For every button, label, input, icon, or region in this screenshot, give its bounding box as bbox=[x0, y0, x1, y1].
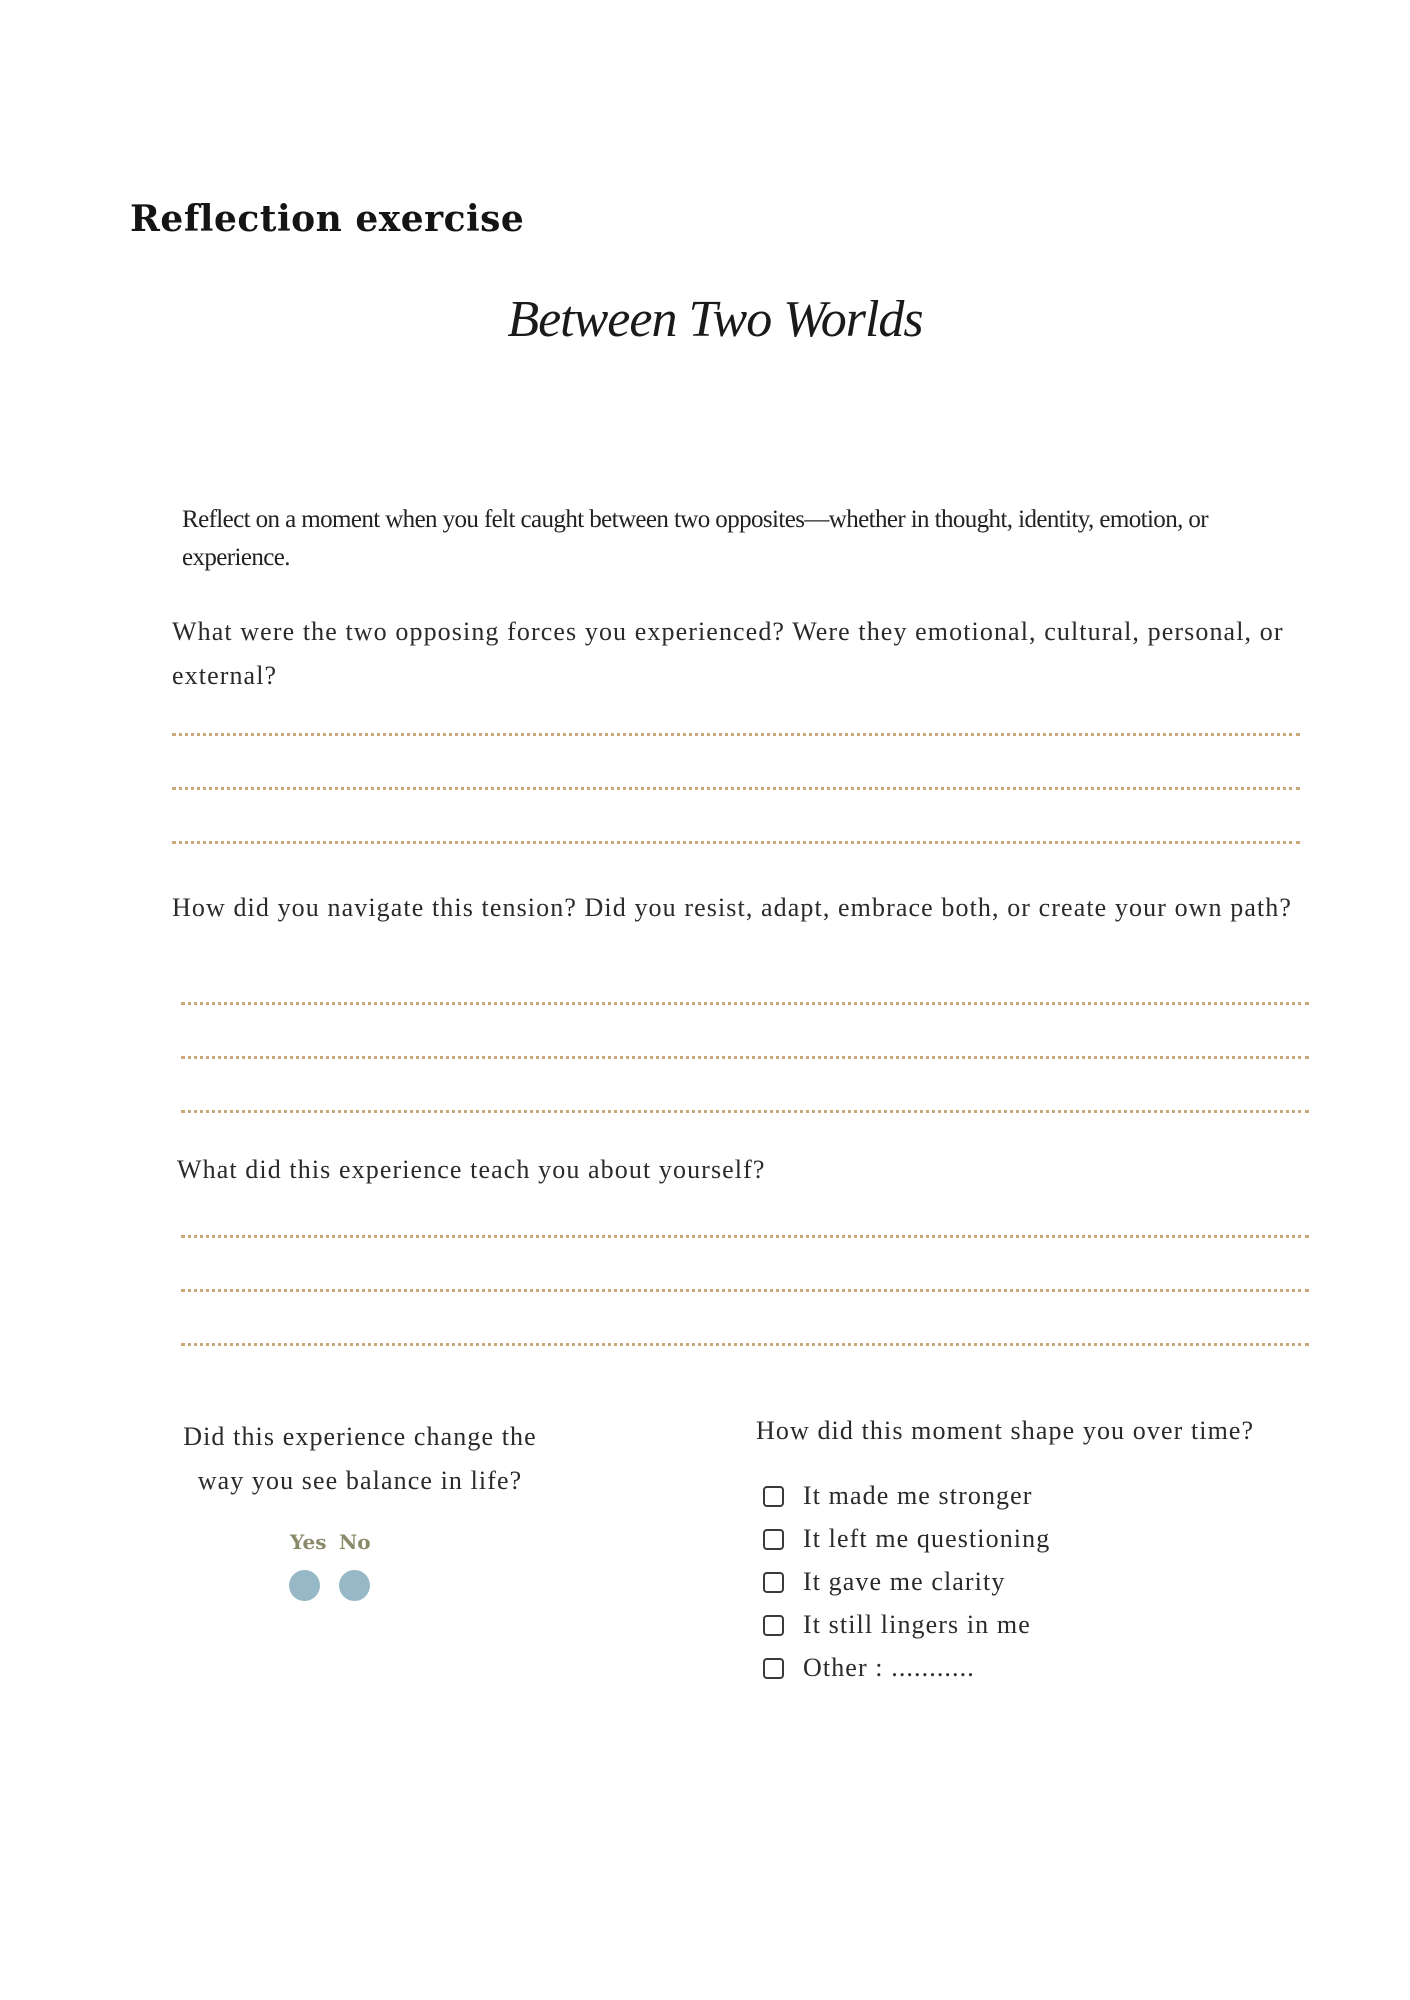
page-title: Between Two Worlds bbox=[507, 291, 923, 348]
section-heading: Reflection exercise bbox=[130, 198, 525, 240]
checkbox[interactable] bbox=[763, 1486, 784, 1507]
answer-line[interactable] bbox=[172, 841, 1300, 844]
answer-line[interactable] bbox=[181, 1110, 1309, 1113]
question-navigate-tension: How did you navigate this tension? Did you resist, adapt, embrace both, or create your own path? bbox=[172, 893, 1293, 922]
option-questioning[interactable] bbox=[763, 1519, 1050, 1559]
question-shape-over-time: How did this moment shape you over time? bbox=[756, 1416, 1255, 1445]
option-label: Other : ........... bbox=[803, 1653, 975, 1682]
yes-label: Yes bbox=[290, 1530, 327, 1554]
option-label: It left me questioning bbox=[803, 1524, 1051, 1553]
answer-line[interactable] bbox=[181, 1002, 1309, 1005]
option-label: It gave me clarity bbox=[803, 1567, 1006, 1596]
checkbox[interactable] bbox=[763, 1572, 784, 1593]
option-stronger[interactable] bbox=[763, 1476, 1033, 1516]
checkbox[interactable] bbox=[763, 1529, 784, 1550]
checkbox[interactable] bbox=[763, 1658, 784, 1679]
option-lingers[interactable] bbox=[763, 1605, 1031, 1645]
option-label: It made me stronger bbox=[803, 1481, 1033, 1510]
option-other[interactable] bbox=[763, 1648, 975, 1688]
checkbox[interactable] bbox=[763, 1615, 784, 1636]
intro-text: Reflect on a moment when you felt caught between two opposites—whether in thought, identity, emotion, or experience. bbox=[182, 506, 1209, 571]
answer-line[interactable] bbox=[181, 1056, 1309, 1059]
answer-line[interactable] bbox=[181, 1343, 1309, 1346]
question-teach-yourself: What did this experience teach you about yourself? bbox=[177, 1155, 766, 1184]
answer-line[interactable] bbox=[181, 1289, 1309, 1292]
no-radio[interactable] bbox=[339, 1570, 370, 1601]
no-label: No bbox=[339, 1530, 371, 1554]
yes-radio[interactable] bbox=[289, 1570, 320, 1601]
question-balance: Did this experience change the way you see balance in life? bbox=[183, 1422, 537, 1495]
answer-line[interactable] bbox=[172, 787, 1300, 790]
question-opposing-forces: What were the two opposing forces you experienced? Were they emotional, cultural, personal, or external? bbox=[172, 617, 1284, 690]
option-label: It still lingers in me bbox=[803, 1610, 1031, 1639]
answer-line[interactable] bbox=[181, 1235, 1309, 1238]
option-clarity[interactable] bbox=[763, 1562, 1005, 1602]
answer-line[interactable] bbox=[172, 733, 1300, 736]
